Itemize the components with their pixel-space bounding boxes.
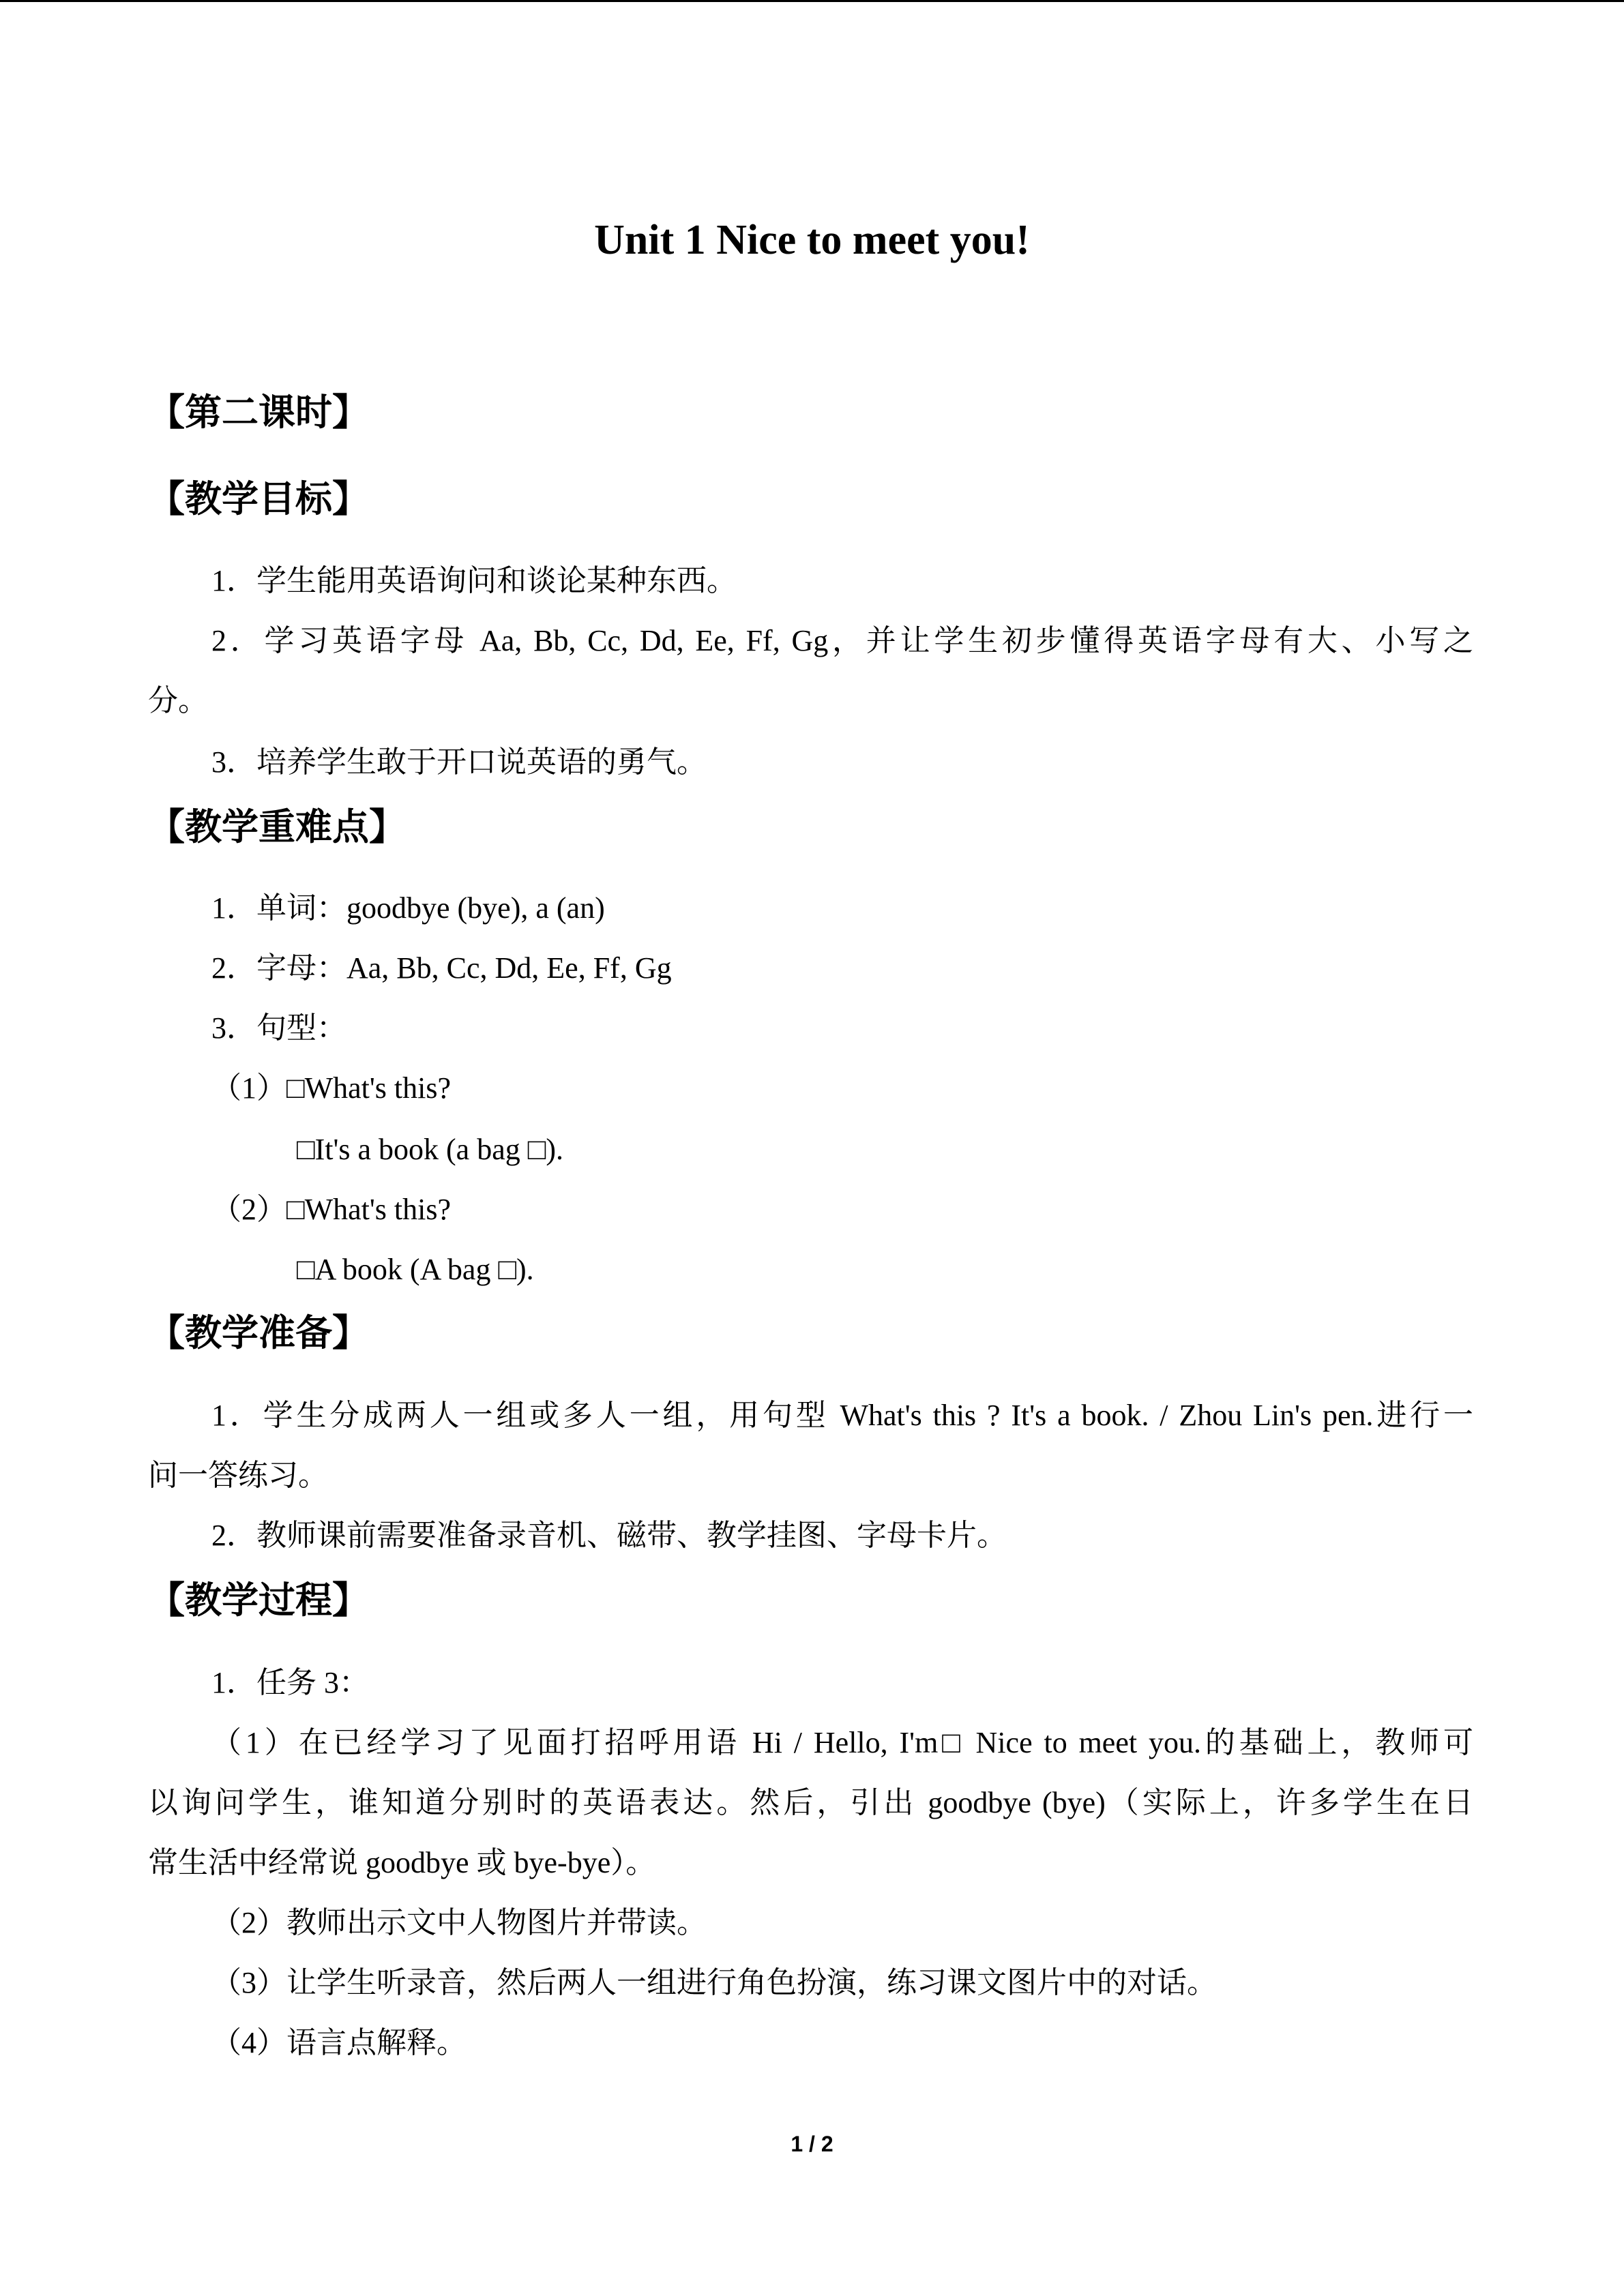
process-step-3: （3）让学生听录音，然后两人一组进行角色扮演，练习课文图片中的对话。: [211, 1966, 1217, 1999]
objective-item-1: 1．学生能用英语询问和谈论某种东西。: [211, 564, 737, 597]
pattern-2-question: （2）□What's this?: [211, 1193, 452, 1226]
process-step-1-line-1: （1）在已经学习了见面打招呼用语 Hi / Hello, I'm□ Nice to meet you.的基础上，教师可: [211, 1726, 1473, 1759]
heading-process: 【教学过程】: [148, 1579, 369, 1622]
document-title: Unit 1 Nice to meet you!: [594, 217, 1030, 263]
objective-item-2-line-1: 2．学习英语字母 Aa, Bb, Cc, Dd, Ee, Ff, Gg，并让学生初步懂得英语字母有大、小写之: [211, 624, 1473, 657]
process-step-2: （2）教师出示文中人物图片并带读。: [211, 1906, 707, 1939]
pattern-1-question: （1）□What's this?: [211, 1071, 452, 1105]
process-task-3: 1．任务 3：: [211, 1666, 369, 1699]
objective-item-2-line-2: 分。: [148, 684, 208, 717]
pattern-2-answer: □A book (A bag □).: [297, 1253, 534, 1286]
objective-item-3: 3．培养学生敢于开口说英语的勇气。: [211, 745, 707, 779]
page-number: 1 / 2: [791, 2132, 833, 2156]
heading-lesson: 【第二课时】: [148, 391, 369, 434]
preparation-item-1-line-2: 问一答练习。: [148, 1459, 328, 1492]
preparation-item-2: 2．教师课前需要准备录音机、磁带、教学挂图、字母卡片。: [211, 1519, 1007, 1552]
key-point-item-3: 3．句型：: [211, 1011, 346, 1045]
heading-key-points: 【教学重难点】: [148, 805, 406, 848]
process-step-1-line-3: 常生活中经常说 goodbye 或 bye-bye）。: [148, 1846, 656, 1879]
key-point-item-1: 1．单词：goodbye (bye), a (an): [211, 891, 605, 925]
preparation-item-1-line-1: 1．学生分成两人一组或多人一组，用句型 What's this ? It's a book. / Zhou Lin's pen.进行一: [211, 1399, 1473, 1432]
pattern-1-answer: □It's a book (a bag □).: [297, 1133, 563, 1166]
process-step-1-line-2: 以询问学生，谁知道分别时的英语表达。然后，引出 goodbye (bye)（实际上，许多学生在日: [148, 1786, 1473, 1819]
key-point-item-2: 2．字母：Aa, Bb, Cc, Dd, Ee, Ff, Gg: [211, 951, 672, 985]
heading-preparation: 【教学准备】: [148, 1311, 369, 1354]
heading-objectives: 【教学目标】: [148, 477, 369, 520]
process-step-4: （4）语言点解释。: [211, 2026, 467, 2059]
